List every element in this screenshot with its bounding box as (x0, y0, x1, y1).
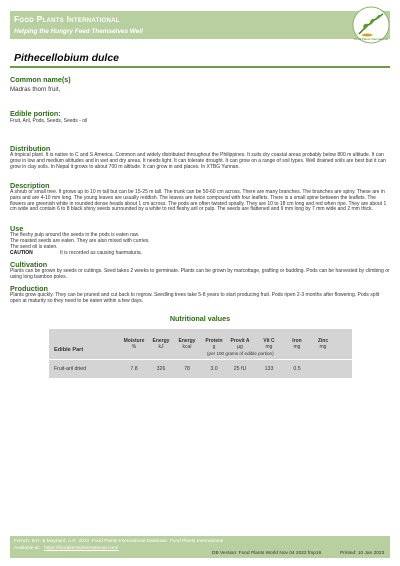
logo-text: Food Plants International (354, 37, 388, 41)
col-energy-kcal-header: Energy (178, 338, 196, 344)
col-energy-kj-header: Energy (152, 338, 170, 344)
description-heading: Description (10, 181, 50, 190)
col-provit-a-unit: µg (237, 344, 243, 350)
nutrition-title: Nutritional values (169, 314, 231, 323)
footer-link[interactable]: https://foodplantsinternational.com/ (44, 546, 119, 551)
edible-part-header: Edible Part (54, 347, 84, 353)
cell-moisture: 7.8 (130, 366, 138, 372)
edible-portion-heading: Edible portion: (10, 109, 61, 118)
footer-version: DB Version: Food Plants World Nov 04 2022 fmp16 (212, 551, 322, 556)
cell-energy-kcal: 78 (184, 366, 190, 372)
use-line-2: The roasted seeds are eaten. They are also mixed with curries. (10, 238, 150, 244)
col-protein-header: Protein (205, 338, 223, 344)
description-text: A shrub or small tree. It grows up to 10 m tall but can be 15-25 m tall. The trunk can be 50-60 cm across. There are many branches. The branches are spiny. These are in pairs and are 4-10 mm long. The young leaves are usually reddish. The leaves are twice compound with four leaflets. There is a small spine between the leaflets. The flowers are greenish white in rounded dense heads about 1 cm across. The pods are often twisted spirally. They are 10 to 18 cm long and red when ripe. They are about 1 cm wide and contain 6 to 8 black shiny seeds surrounded by a white to red fleshy aril or pulp. The seeds are flattened and 9 mm long by 7 mm wide and 2 mm thick. (10, 189, 387, 213)
unit-note: (per 100 grams of edible portion) (207, 351, 274, 356)
edible-portion-text: Fruit, Aril, Pods, Seeds, Seeds - oil (10, 118, 88, 124)
col-vit-c-header: Vit C (263, 338, 275, 344)
footer-citation: French, B.R. & Maynard, A.R. 2022. Food Plants International Database. Food Plants International (14, 539, 224, 544)
col-provit-a-header: Provit A (230, 338, 250, 344)
cell-iron: 0.5 (293, 366, 301, 372)
cultivation-text: Plants can be grown by seeds or cuttings. Seed takes 2 weeks to germinate. Plants can be grown by marcottage, grafting or budding. Pods can be harvested by climbing or using long bamboo poles. (10, 268, 390, 280)
col-vit-c-unit: mg (265, 344, 273, 350)
col-energy-kj-unit: kJ (158, 344, 164, 350)
col-protein-unit: g (212, 344, 216, 350)
distribution-heading: Distribution (10, 144, 51, 153)
cell-provit-a: 25 fU (233, 366, 247, 372)
cultivation-heading: Cultivation (10, 260, 48, 269)
use-line-1: The fleshy pulp around the seeds in the pods is eaten raw. (10, 232, 140, 238)
cell-protein: 3.0 (210, 366, 218, 372)
production-text: Plants grow quickly. They can be pruned and cut back to regrow. Seedling trees take 5-8 years to start producing fruit. Pods ripen 2-3 months after flowering. Pods split open at maturity so they need to be eaten within a few days. (10, 292, 380, 304)
org-tagline: Helping the Hungry Feed Themselves Well (14, 28, 143, 35)
col-moisture-unit: % (131, 344, 137, 350)
production-heading: Production (10, 284, 48, 293)
food-plants-logo (352, 6, 390, 44)
title-divider (10, 66, 390, 68)
cell-vit-c: 133 (264, 366, 274, 372)
distribution-text: A tropical plant. It is native to C and S America. Common and widely distributed throughout the Philippines. It suits dry coastal areas probably below 800 m altitude. It can grow in low and medium altitudes and in wet and dry areas. It needs light. It can tolerate drought. It can grow on a range of soil types. Well drained soils are best but it can grow in clay soils. In Nepal it grows to about 700 m altitude. It can grow in arid places. In XTBG Yunnan. (10, 152, 386, 170)
footer-printed: Printed: 10 Jan 2023 (340, 551, 385, 556)
col-zinc-unit: mg (319, 344, 327, 350)
table-header-divider (49, 359, 352, 360)
common-names-heading: Common name(s) (10, 75, 71, 84)
footer-available-label: Available at: (14, 546, 41, 551)
org-title: Food Plants International (14, 14, 120, 24)
use-line-3: The seed oil is eaten. (10, 244, 58, 250)
plant-name: Pithecellobium dulce (14, 52, 120, 64)
caution-label: CAUTION (10, 250, 33, 256)
use-heading: Use (10, 224, 24, 233)
common-names-text: Madras thorn fruit, (10, 86, 61, 93)
cell-energy-kj: 326 (156, 366, 166, 372)
col-energy-kcal-unit: kcal (182, 344, 192, 350)
col-zinc-header: Zinc (317, 338, 329, 344)
caution-text: It is recorded as causing haematuria. (60, 250, 142, 256)
col-moisture-header: Moisture (123, 338, 145, 344)
col-iron-header: Iron (292, 338, 302, 344)
table-row-part: Fruit-aril dried (54, 366, 86, 372)
col-iron-unit: mg (293, 344, 301, 350)
